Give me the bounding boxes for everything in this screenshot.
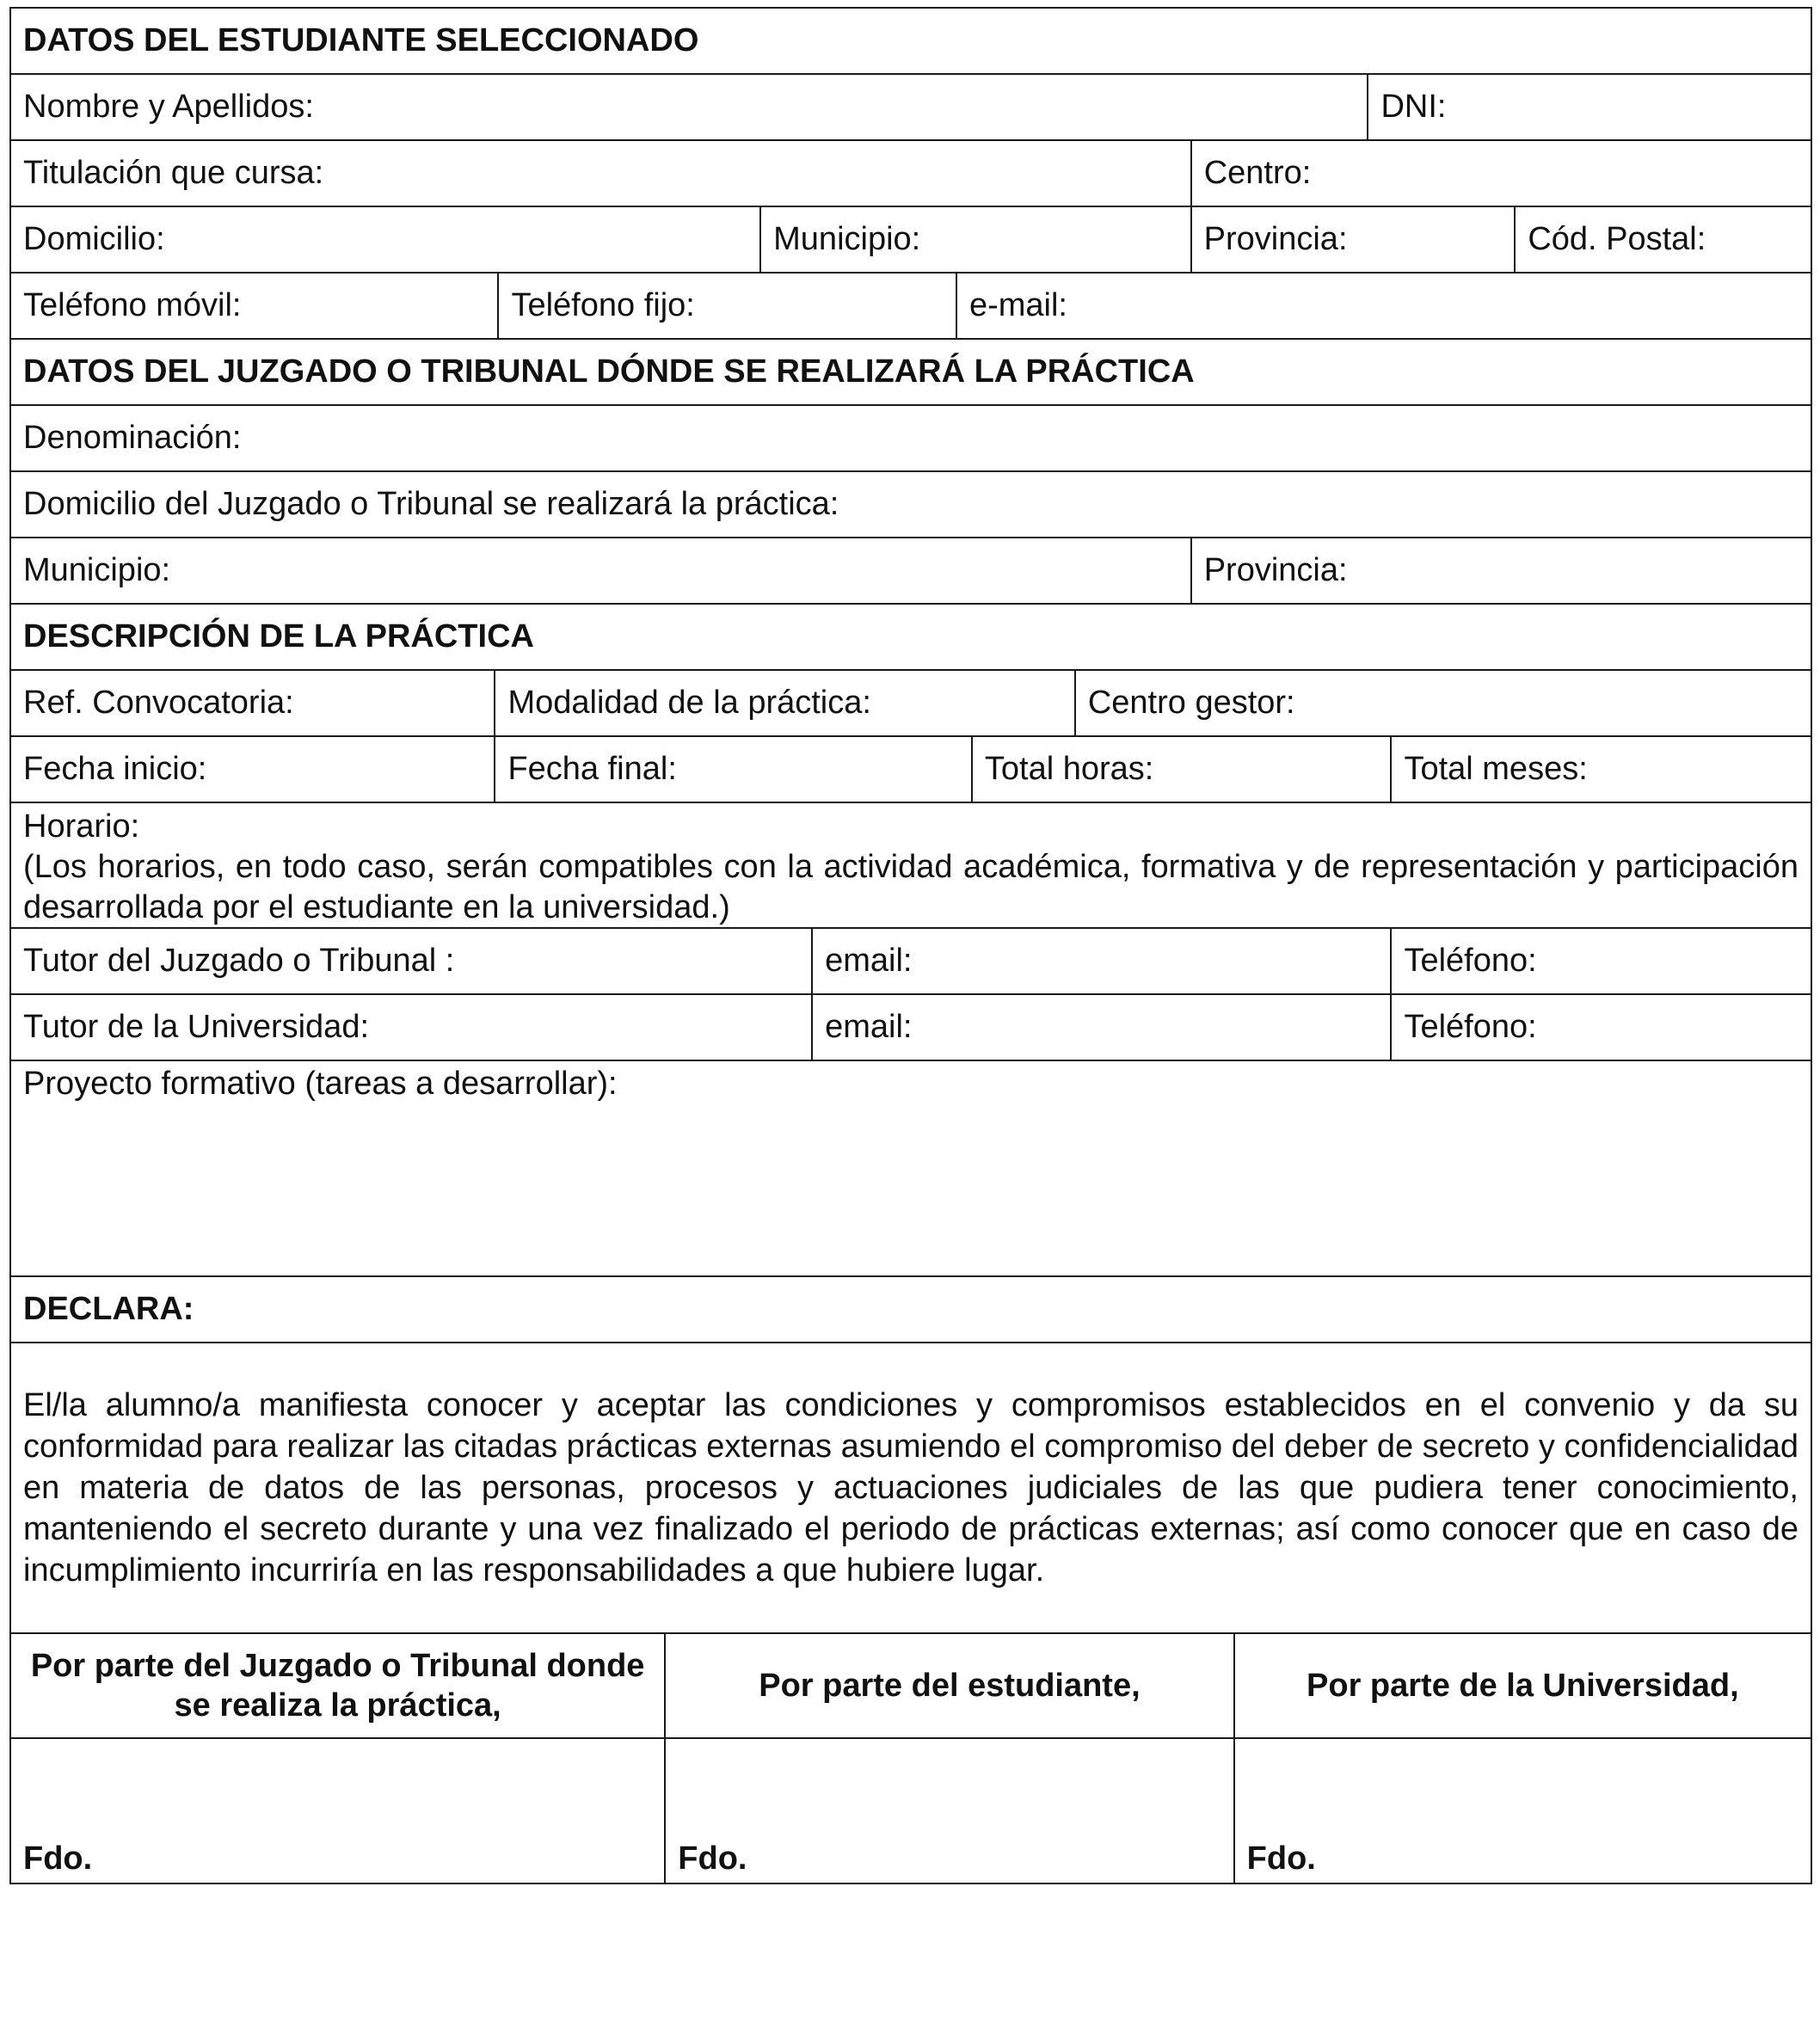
- field-modalidad[interactable]: Modalidad de la práctica:: [495, 671, 1075, 737]
- field-nombre[interactable]: Nombre y Apellidos:: [11, 75, 1368, 141]
- field-tutor-juzgado-email[interactable]: email:: [813, 929, 1392, 995]
- field-municipio[interactable]: Municipio:: [761, 207, 1192, 273]
- field-telefono-movil[interactable]: Teléfono móvil:: [11, 273, 499, 340]
- field-provincia[interactable]: Provincia:: [1192, 207, 1516, 273]
- field-provincia-juzgado[interactable]: Provincia:: [1192, 538, 1812, 605]
- horario-note: (Los horarios, en todo caso, serán compatibles con la actividad académica, formativa y de representación y participación desarrollada por el estudiante en la universidad.): [23, 849, 1798, 925]
- field-horario[interactable]: [11, 803, 1812, 929]
- practice-agreement-form: [9, 7, 1812, 1884]
- signature-heading-court: Por parte del Juzgado o Tribunal donde se realiza la práctica,: [11, 1634, 666, 1739]
- field-domicilio-juzgado[interactable]: Domicilio del Juzgado o Tribunal se realizará la práctica:: [11, 472, 1812, 538]
- signature-box-student[interactable]: [666, 1739, 1234, 1884]
- field-fecha-final[interactable]: Fecha final:: [495, 737, 972, 803]
- section-heading-declara: DECLARA:: [11, 1277, 1812, 1343]
- declaration-text: [11, 1343, 1812, 1634]
- field-tutor-universidad-telefono[interactable]: Teléfono:: [1392, 995, 1812, 1061]
- field-cod-postal[interactable]: Cód. Postal:: [1516, 207, 1812, 273]
- field-municipio-juzgado[interactable]: Municipio:: [11, 538, 1192, 605]
- section-heading-student: DATOS DEL ESTUDIANTE SELECCIONADO: [11, 9, 1812, 75]
- signature-fdo-court: Fdo.: [23, 1840, 93, 1877]
- field-proyecto-formativo[interactable]: Proyecto formativo (tareas a desarrollar):: [11, 1061, 1812, 1277]
- section-heading-practice: DESCRIPCIÓN DE LA PRÁCTICA: [11, 605, 1812, 671]
- field-dni[interactable]: DNI:: [1368, 75, 1812, 141]
- signature-fdo-university: Fdo.: [1246, 1840, 1316, 1877]
- field-denominacion[interactable]: Denominación:: [11, 406, 1812, 472]
- signature-heading-university: Por parte de la Universidad,: [1235, 1634, 1812, 1739]
- horario-label: Horario:: [23, 808, 140, 845]
- field-tutor-universidad-email[interactable]: email:: [813, 995, 1392, 1061]
- signature-box-university[interactable]: [1235, 1739, 1812, 1884]
- field-tutor-juzgado[interactable]: Tutor del Juzgado o Tribunal :: [11, 929, 813, 995]
- section-heading-court: DATOS DEL JUZGADO O TRIBUNAL DÓNDE SE REALIZARÁ LA PRÁCTICA: [11, 340, 1812, 406]
- field-centro[interactable]: Centro:: [1192, 141, 1812, 207]
- field-tutor-universidad[interactable]: Tutor de la Universidad:: [11, 995, 813, 1061]
- signature-box-court[interactable]: [11, 1739, 666, 1884]
- field-domicilio[interactable]: Domicilio:: [11, 207, 761, 273]
- field-email[interactable]: e-mail:: [957, 273, 1812, 340]
- field-titulacion[interactable]: Titulación que cursa:: [11, 141, 1192, 207]
- signature-fdo-student: Fdo.: [678, 1840, 747, 1877]
- field-centro-gestor[interactable]: Centro gestor:: [1076, 671, 1812, 737]
- field-fecha-inicio[interactable]: Fecha inicio:: [11, 737, 495, 803]
- field-total-horas[interactable]: Total horas:: [973, 737, 1393, 803]
- field-tutor-juzgado-telefono[interactable]: Teléfono:: [1392, 929, 1812, 995]
- signature-heading-student: Por parte del estudiante,: [666, 1634, 1234, 1739]
- field-total-meses[interactable]: Total meses:: [1392, 737, 1812, 803]
- field-telefono-fijo[interactable]: Teléfono fijo:: [499, 273, 957, 340]
- declaration-paragraph: El/la alumno/a manifiesta conocer y aceptar las condiciones y compromisos establecidos en el convenio y da su conformidad para realizar las citadas prácticas externas asumiendo el compromiso del deber de secreto y confidencialidad en materia de datos de las personas, procesos y actuaciones judiciales de las que pudiera tener conocimiento, manteniendo el secreto durante y una vez finalizado el periodo de prácticas externas; así como conocer que en caso de incumplimiento incurriría en las responsabilidades a que hubiere lugar.: [23, 1387, 1798, 1588]
- field-ref-convocatoria[interactable]: Ref. Convocatoria:: [11, 671, 495, 737]
